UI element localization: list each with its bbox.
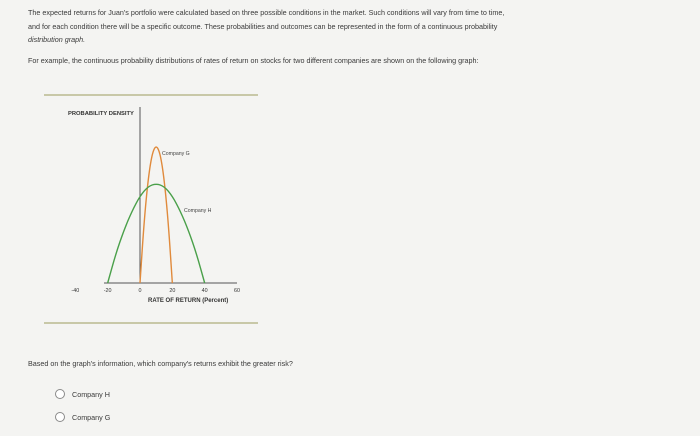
x-tick-label: 40 [201, 288, 208, 294]
intro-line-3: distribution graph. [28, 35, 86, 44]
intro-line-1: The expected returns for Juan's portfolio were calculated based on three possible conditions in the market. Such conditions will vary from time to time, [28, 8, 505, 17]
chart-bottom-rule [44, 322, 258, 324]
company-g-curve [140, 147, 172, 283]
x-tick-label: 20 [169, 288, 176, 294]
intro-line-2: and for each condition there will be a specific outcome. These probabilities and outcomes can be represented in the form of a continuous probability [28, 21, 498, 31]
radio-company-g[interactable] [55, 412, 65, 422]
x-axis-label: RATE OF RETURN (Percent) [148, 298, 229, 304]
option-company-h[interactable] [55, 389, 110, 399]
x-tick-label: -40 [71, 288, 80, 294]
company-h-curve [108, 184, 205, 283]
company-g-label: Company G [162, 151, 190, 157]
option-company-h-label: Company H [72, 389, 110, 399]
company-h-label: Company H [184, 208, 212, 214]
x-tick-label: 0 [138, 288, 142, 294]
question-text: Based on the graph's information, which company's returns exhibit the greater risk? [28, 359, 293, 368]
example-text: For example, the continuous probability distributions of rates of return on stocks for two different companies are shown on the following graph: [28, 56, 479, 65]
option-company-g-label: Company G [72, 412, 111, 422]
y-axis-label: PROBABILITY DENSITY [68, 111, 134, 117]
probability-chart [44, 95, 274, 327]
option-company-g[interactable] [55, 412, 110, 422]
radio-company-h[interactable] [55, 389, 65, 399]
x-tick-label: -20 [103, 288, 112, 294]
intro-paragraph [28, 6, 668, 47]
x-tick-labels [71, 288, 240, 294]
x-tick-label: 60 [234, 288, 240, 294]
